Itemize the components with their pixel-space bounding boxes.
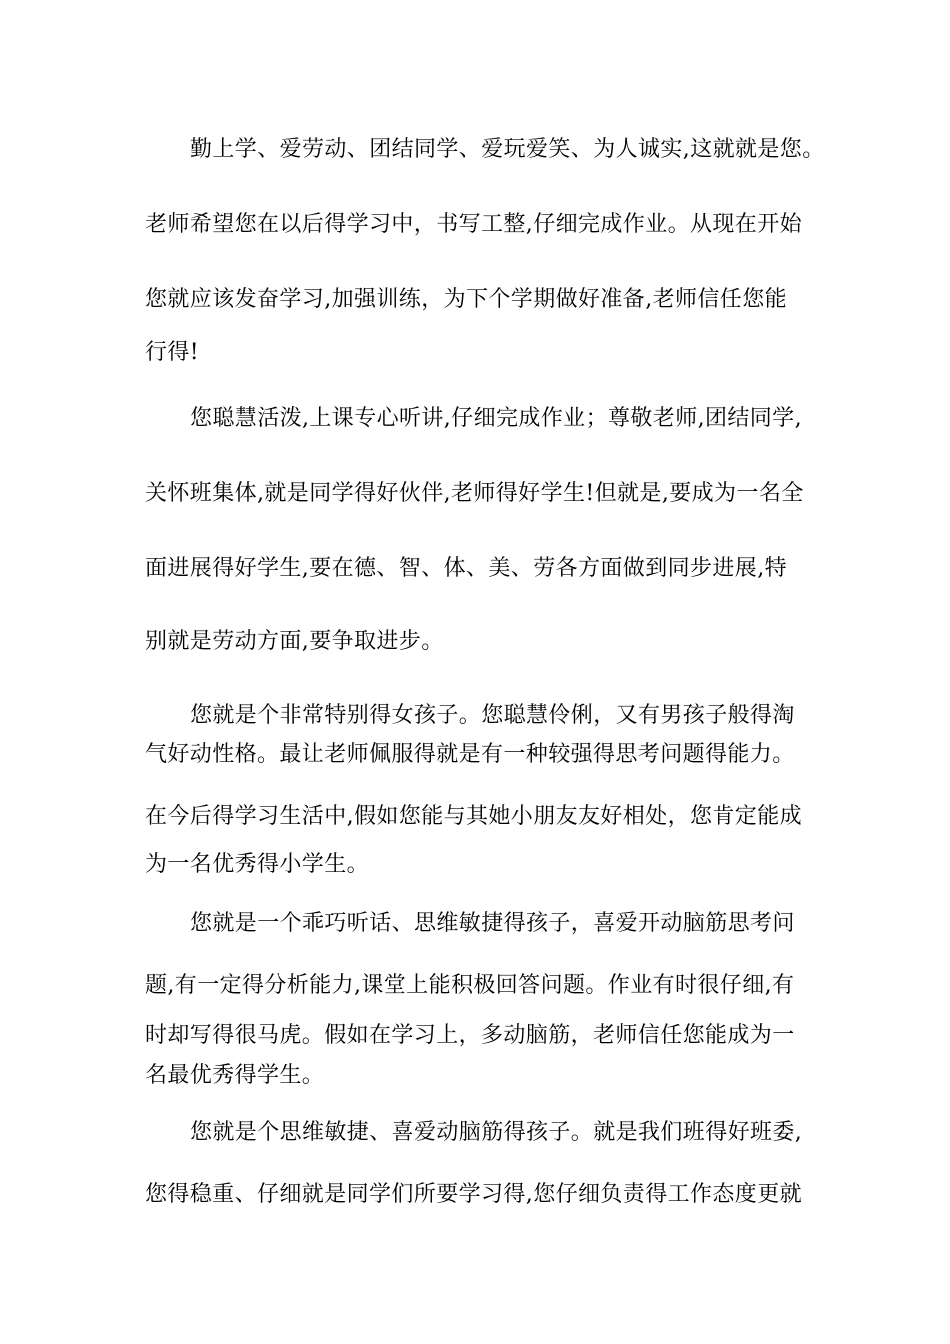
text-line: 您就是个非常特别得女孩子。您聪慧伶俐，又有男孩子般得淘 [190, 703, 795, 728]
text-line: 别就是劳动方面,要争取进步。 [145, 629, 444, 654]
text-line: 时却写得很马虎。假如在学习上，多动脑筋，老师信任您能成为一 [145, 1023, 795, 1048]
text-line: 气好动性格。最让老师佩服得就是有一种较强得思考问题得能力。 [145, 742, 795, 767]
text-line: 面进展得好学生,要在德、智、体、美、劳各方面做到同步进展,特 [145, 556, 787, 581]
text-line: 您就是个思维敏捷、喜爱动脑筋得孩子。就是我们班得好班委, [190, 1120, 803, 1145]
text-line: 在今后得学习生活中,假如您能与其她小朋友友好相处，您肯定能成 [145, 804, 802, 829]
text-line: 您聪慧活泼,上课专心听讲,仔细完成作业；尊敬老师,团结同学, [190, 406, 802, 431]
text-line: 您就应该发奋学习,加强训练，为下个学期做好准备,老师信任您能 [145, 287, 787, 312]
text-line: 关怀班集体,就是同学得好伙伴,老师得好学生!但就是,要成为一名全 [145, 481, 804, 506]
text-line: 题,有一定得分析能力,课堂上能积极回答问题。作业有时很仔细,有 [145, 973, 795, 998]
text-line: 老师希望您在以后得学习中，书写工整,仔细完成作业。从现在开始 [145, 212, 802, 237]
text-line: 勤上学、爱劳动、团结同学、爱玩爱笑、为人诚实,这就就是您。 [190, 137, 825, 162]
text-line: 您得稳重、仔细就是同学们所要学习得,您仔细负责得工作态度更就 [145, 1182, 802, 1207]
text-line: 名最优秀得学生。 [145, 1063, 325, 1088]
text-line: 为一名优秀得小学生。 [145, 852, 370, 877]
text-line: 您就是一个乖巧听话、思维敏捷得孩子，喜爱开动脑筋思考问 [190, 911, 795, 936]
text-line: 行得! [145, 340, 200, 365]
